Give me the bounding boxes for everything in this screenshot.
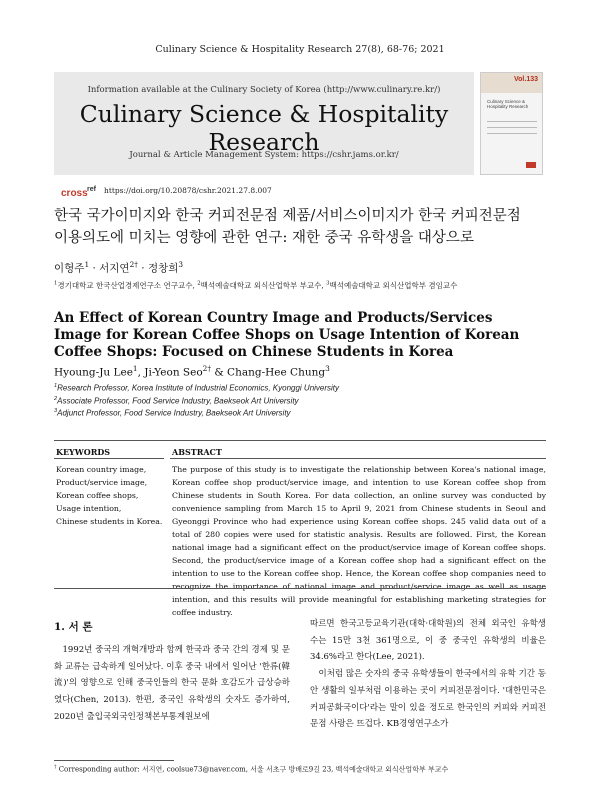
footnote-mark: †: [54, 764, 57, 770]
affiliation-text: Research Professor, Korea Institute of Industrial Economics, Kyonggi University: [57, 383, 340, 393]
keywords-heading: KEYWORDS: [56, 447, 111, 457]
affiliation-text: Associate Professor, Food Service Industry, Baekseok Art University: [57, 396, 299, 406]
affiliation-mark: 1: [54, 383, 58, 389]
keyword-item: Product/service image,: [56, 478, 148, 487]
journal-title: Culinary Science & Hospitality Research: [79, 100, 449, 156]
keyword-item: Korean coffee shops,: [56, 491, 139, 500]
abstract-heading: ABSTRACT: [172, 447, 222, 457]
korean-authors: 이형주$^1$ · 서지연$^{2\dagger}$ · 정창희$^3$: [54, 260, 184, 275]
crossref-logo-icon: [61, 184, 105, 198]
korean-title-line-1: 한국 국가이미지와 한국 커피전문점 제품/서비스이미지가 한국 커피전문점: [54, 208, 521, 224]
english-authors: Hyoung-Ju Lee$^1$, Ji-Yeon Seo$^{2\dagger}$ & Chang-Hee Chung$^3$: [54, 364, 330, 379]
affiliation-mark: 1: [54, 280, 58, 287]
journal-cover-thumbnail: [480, 72, 543, 175]
author-mark: 2†: [202, 364, 212, 373]
body-left-column: [54, 642, 290, 726]
korean-title: [54, 205, 554, 249]
korean-title-line-2: 이용의도에 미치는 영향에 관한 연구: 재한 중국 유학생을 대상으로: [54, 230, 474, 246]
abstract-text: The purpose of this study is to investigate the relationship between Korea's national image, Korean coffee shop product/service image, and intention to use Korean coffee shop from Chinese students in South Korea. For data collection, an online survey was conducted by convenience sampling from March 15 to April 9, 2021 from Chinese students in Seoul and Gyeonggi Province who had experience using Korean coffee shops. 245 valid data out of a total of 280 copies were used for statistic analysis. Results are followed. First, the Korean national image had a significant effect on the product/service image of Korean coffee shops. Second, the product/service image of a Korean coffee shop had a significant effect on the intention to use to the Korean coffee shop. Hence, the Korean coffee shop companies need to recognize the importance of national image and product/service image as well as usage intention, and this results will provide meaningful for establishing marketing strategies for coffee industry.: [172, 465, 546, 617]
korean-affiliations: [54, 280, 554, 291]
author-mark: 3: [325, 364, 330, 373]
body-paragraph: 따르면 한국고등교육기관(대학·대학원)의 전체 외국인 유학생 수는 15만 3천 361명으로, 이 중 중국인 유학생의 비율은 34.6%라고 한다(Lee, 2021).: [310, 619, 546, 663]
author-name: Ji-Yeon Seo: [144, 366, 203, 379]
abstract-underline: [170, 458, 546, 459]
cover-title: Culinary Science & Hospitality Research: [487, 99, 529, 110]
banner-info-line: Information available at the Culinary Society of Korea (http://www.culinary.re.kr/): [87, 85, 441, 95]
footnote-divider: [54, 760, 174, 761]
author-mark: 1: [84, 260, 90, 269]
author-mark: 2†: [129, 260, 138, 269]
cover-volume: Vol.133: [514, 76, 538, 83]
keywords-underline: [54, 458, 164, 459]
svg-text:cross: cross: [61, 188, 88, 198]
footnote-text: Corresponding author: 서지연, coolsue73@naver.com, 서울 서초구 방배로9길 23, 백석예술대학교 외식산업학부 부교수: [58, 765, 449, 774]
affiliation-text: 백석예술대학교 외식산업학부 부교수,: [200, 281, 327, 290]
author-name: 서지연: [99, 262, 130, 275]
affiliation-text: 백석예술대학교 외식산업학부 겸임교수: [329, 281, 458, 290]
body-paragraph: 이처럼 많은 숫자의 중국 유학생들이 한국에서의 유학 기간 동안 생활의 일부처럼 이용하는 곳이 커피전문점이다. '대한민국은 커피공화국이다'라는 말이 있을 정도로 한국인의 커피와 커피전문점 사랑은 뜨겁다. KB경영연구소가: [310, 669, 546, 730]
running-head: Culinary Science & Hospitality Research 27(8), 68-76; 2021: [155, 44, 445, 55]
author-mark: 3: [178, 260, 184, 269]
english-title: An Effect of Korean Country Image and Products/Services Image for Korean Coffee Shops on Usage Intention of Korean Coffee Shops: Focused on Chinese Students in Korea: [54, 310, 520, 360]
affiliation-mark: 3: [326, 280, 330, 287]
keyword-item: Usage intention,: [56, 504, 122, 513]
author-name: 이형주: [54, 262, 85, 275]
doi-link[interactable]: https://doi.org/10.20878/cshr.2021.27.8.007: [104, 186, 272, 195]
footnote: [54, 764, 554, 774]
affiliation-text: 경기대학교 한국산업경제연구소 연구교수,: [57, 281, 198, 290]
affiliation-mark: 3: [54, 408, 58, 415]
author-mark: 1: [132, 364, 138, 373]
body-paragraph: 1992년 중국의 개혁개방과 함께 한국과 중국 간의 경제 및 문화 교류는 급속하게 일어났다. 이후 중국 내에서 일어난 '한류(韓流)'의 영향으로 인해 중국인들의 한국 문화 호감도가 급상승하였다(Chen, 2013). 한편, 중국인 유학생의 숫자도 증가하여, 2020년 출입국외국인정책본부통계원보에: [54, 645, 290, 722]
author-name: Chang-Hee Chung: [227, 366, 326, 379]
keyword-item: Chinese students in Korea.: [56, 517, 163, 526]
keyword-item: Korean country image,: [56, 465, 147, 474]
english-affiliations: [54, 381, 534, 419]
affiliation-line: [54, 406, 534, 419]
affiliation-text: Adjunct Professor, Food Service Industry, Baekseok Art University: [57, 408, 291, 418]
body-right-column: [310, 616, 546, 733]
divider-top: [54, 440, 546, 441]
affiliation-line: [54, 394, 534, 407]
svg-text:ref: ref: [87, 186, 96, 193]
affiliation-mark: 2: [197, 280, 201, 287]
author-name: 정창희: [147, 262, 179, 275]
divider-bottom: [54, 588, 546, 589]
section-heading-introduction: 1. 서 론: [54, 621, 93, 633]
author-name: Hyoung-Ju Lee: [54, 366, 133, 379]
keywords-list: [56, 463, 166, 528]
affiliation-line: [54, 381, 534, 394]
affiliation-mark: 2: [54, 395, 58, 402]
banner-jams-line: Journal & Article Management System: https://cshr.jams.or.kr/: [129, 150, 399, 160]
